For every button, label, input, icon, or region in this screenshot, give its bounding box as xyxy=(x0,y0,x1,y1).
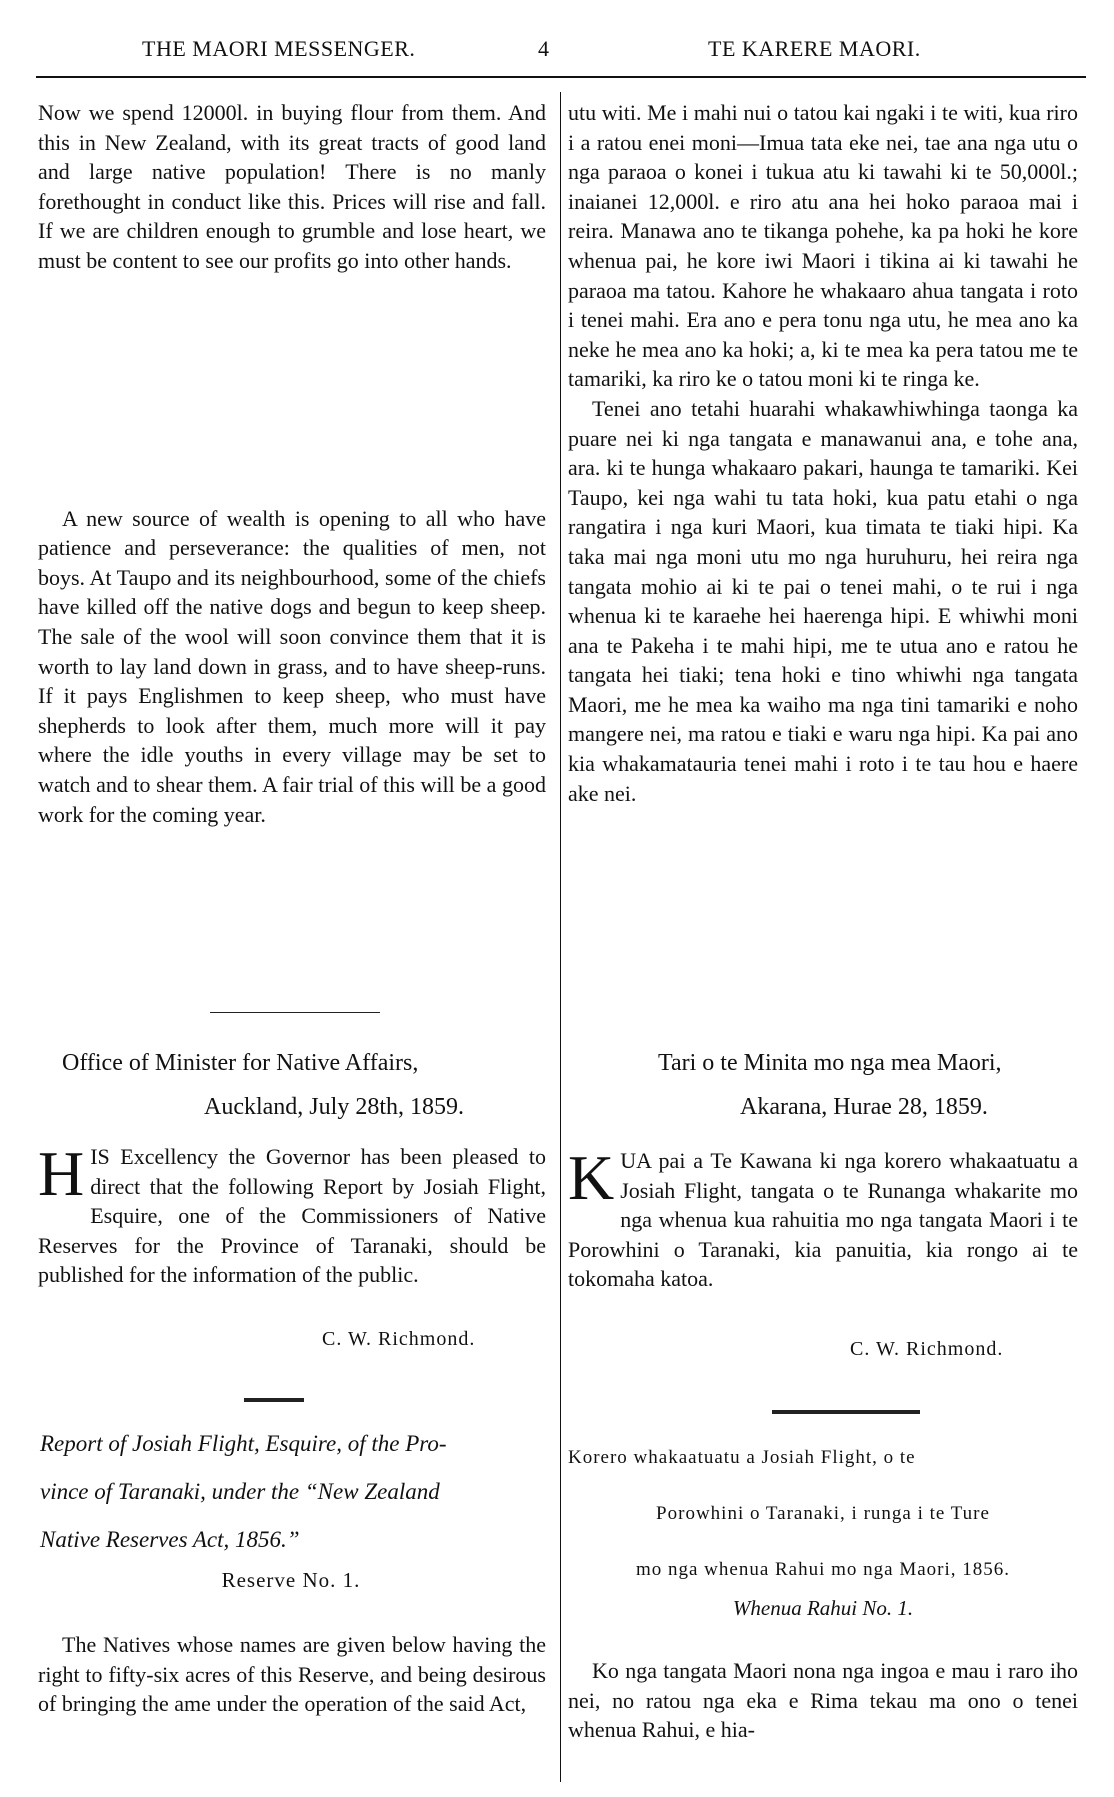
right-column xyxy=(568,98,1078,808)
place-date-maori: Akarana, Hurae 28, 1859. xyxy=(740,1094,988,1120)
report-title-maori-line1: Korero whakaatuatu a Josiah Flight, o te xyxy=(568,1447,916,1468)
report-text-maori: Ko nga tangata Maori nona nga ingoa e mau i raro iho nei, no ratou nga eka e Rima tekau ma ono o tenei whenua Rahui, e hia- xyxy=(568,1658,1078,1743)
report-title-english xyxy=(40,1420,550,1564)
page-number: 4 xyxy=(538,36,550,61)
right-paragraph-flour: utu witi. Me i mahi nui o tatou kai ngaki i te witi, kua riro i a ratou enei moni—Imua tata eke nei, tae ana nga utu o nga paraoa o konei i tukua atu ki tawahi ki te 50,000l.; inaianei 12,000l. e riro atu ana hei hoko paraoa mai i reira. Manawa ano te tikanga pohehe, ka pa hoki he kore whenua pai, he kore iwi Maori i tikina ai ki tawahi he paraoa ma tatou. Kahore he whakaaro ahua tangata i roto i tenei mahi. Era ano e pera tonu nga utu, he mea ano ka neke he mea ano ka hoki; a, ki te mea ka pera tatou me te tamariki, ka riro ke o tatou moni ki te ringa ke. xyxy=(568,100,1078,392)
left-paragraph-flour: Now we spend 12000l. in buying flour from them. And this in New Zealand, with its great tracts of good land and large native population! There is no manly forethought in conduct like this. Prices will rise and fall. If we are children enough to grumble and lose heart, we must be content to see our profits go into other hands. xyxy=(38,100,546,273)
header-rule xyxy=(36,76,1086,78)
header-title-maori: TE KARERE MAORI. xyxy=(708,36,921,61)
right-paragraph-sheep: Tenei ano tetahi huarahi whakawhiwhinga taonga ka puare nei ki nga tangata e manawanui ana, e tohe ana, ara. ki te hunga whakaaro pakari, haunga te tamariki. Kei Taupo, kei nga wahi tu tata hoki, kua patu etahi o nga rangatira i nga kuri Maori, kua timata te tiaki hipi. Ka taka mai nga moni utu mo nga huruhuru, hei reira nga tangata mohio ai ki te pai o tenei mahi, o te rui i nga whenua ki te karaehe hei haerenga hipi. E whiwhi moni ana te Pakeha i te mahi hipi, me te utua ano e ratou he tangata hei tiaki; tena hoki e tino whiwhi nga tangata Maori, me he mea ka waiho ma nga tini tamariki e noho mangere nei, ma ratou e tiaki e waru nga hipi. Ka pai ano kia whakamatauria tenei mahi i roto i te tau hou e haere ake nei. xyxy=(568,395,1078,806)
notice-maori xyxy=(568,1142,1078,1294)
dropcap-k: K xyxy=(568,1142,615,1213)
reserve-subheading-maori: Whenua Rahui No. 1. xyxy=(732,1596,914,1620)
report-title-english-line3: Native Reserves Act, 1856.” xyxy=(40,1527,300,1552)
report-title-english-line2: vince of Taranaki, under the “New Zealand xyxy=(40,1479,440,1504)
column-divider xyxy=(560,92,561,1782)
notice-english xyxy=(38,1138,546,1290)
report-text-english: The Natives whose names are given below having the right to fifty-six acres of this Reserve, and being desirous of bringing the ame under the operation of the said Act, xyxy=(38,1632,546,1717)
left-paragraph-sheep: A new source of wealth is opening to all who have patience and perseverance: the qualities of men, not boys. At Taupo and its neighbourhood, some of the chiefs have killed off the native dogs and begun to keep sheep. The sale of the wool will soon convince them that it is worth to lay land down in grass, and to have sheep-runs. If it pays Englishmen to keep sheep, who must have shepherds to look after them, much more will it pay where the idle youths in every village may be set to watch and to shear them. A fair trial of this will be a good work for the coming year. xyxy=(38,505,546,827)
reserve-subheading-english: Reserve No. 1. xyxy=(221,1568,361,1592)
section-rule-left xyxy=(210,1012,380,1013)
signature-maori: C. W. Richmond. xyxy=(850,1338,1004,1360)
signature-english: C. W. Richmond. xyxy=(322,1328,476,1350)
notice-english-text: IS Excellency the Governor has been pleased to direct that the following Report by Josiah Flight, Esquire, one of the Commissioners of Native Reserves for the Province of Taranaki, should be published for the information of the public. xyxy=(38,1144,546,1288)
office-heading-english: Office of Minister for Native Affairs, xyxy=(62,1050,419,1076)
notice-maori-text: UA pai a Te Kawana ki nga korero whakaatuatu a Josiah Flight, tangata o te Runanga whakarite mo nga whenua kua rahuitia mo nga tangata Maori i te Porowhini o Taranaki, kia panuitia, kia rongo ai te tokomaha katoa. xyxy=(568,1148,1078,1292)
report-title-english-line1: Report of Josiah Flight, Esquire, of the Pro- xyxy=(40,1431,447,1456)
report-title-maori xyxy=(568,1430,1078,1598)
section-rule-left-2 xyxy=(244,1398,304,1402)
office-heading-maori: Tari o te Minita mo nga mea Maori, xyxy=(658,1050,1002,1076)
place-date-english: Auckland, July 28th, 1859. xyxy=(204,1094,464,1120)
page-header xyxy=(0,36,1114,70)
report-title-maori-line2: Porowhini o Taranaki, i runga i te Ture xyxy=(656,1503,990,1524)
left-column xyxy=(38,98,546,829)
dropcap-h: H xyxy=(38,1138,85,1209)
report-title-maori-line3: mo nga whenua Rahui mo nga Maori, 1856. xyxy=(635,1559,1011,1580)
section-rule-right-2 xyxy=(772,1410,920,1414)
header-title-english: THE MAORI MESSENGER. xyxy=(142,36,416,61)
